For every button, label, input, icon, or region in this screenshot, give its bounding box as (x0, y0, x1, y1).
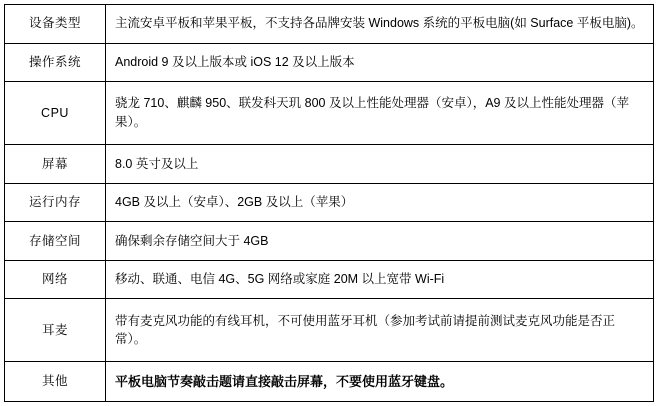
table-row (5, 183, 654, 222)
row-value: 确保剩余存储空间大于 4GB (106, 222, 654, 261)
table-row (5, 260, 654, 299)
row-value: 骁龙 710、麒麟 950、联发科天玑 800 及以上性能处理器（安卓），A9 及以上性能处理器（苹果）。 (106, 82, 654, 145)
row-label: 操作系统 (5, 43, 106, 82)
table-row (5, 362, 654, 402)
row-label: 存储空间 (5, 222, 106, 261)
row-value: 带有麦克风功能的有线耳机，不可使用蓝牙耳机（参加考试前请提前测试麦克风功能是否正常）。 (106, 299, 654, 362)
row-label: 网络 (5, 260, 106, 299)
row-label: 其他 (5, 362, 106, 402)
row-value: 平板电脑节奏敲击题请直接敲击屏幕，不要使用蓝牙键盘。 (106, 362, 654, 402)
row-value: Android 9 及以上版本或 iOS 12 及以上版本 (106, 43, 654, 82)
row-label: 屏幕 (5, 145, 106, 184)
row-label: 运行内存 (5, 183, 106, 222)
row-label: CPU (5, 82, 106, 145)
row-label: 耳麦 (5, 299, 106, 362)
table-row (5, 299, 654, 362)
table-row (5, 145, 654, 184)
row-label: 设备类型 (5, 5, 106, 44)
table-row (5, 82, 654, 145)
table-row (5, 43, 654, 82)
row-value: 4GB 及以上（安卓）、2GB 及以上（苹果） (106, 183, 654, 222)
row-value: 8.0 英寸及以上 (106, 145, 654, 184)
table-row (5, 5, 654, 44)
table-row (5, 222, 654, 261)
table-body (5, 5, 654, 402)
row-value: 主流安卓平板和苹果平板，不支持各品牌安装 Windows 系统的平板电脑(如 Surface 平板电脑)。 (106, 5, 654, 44)
device-requirements-table (4, 4, 654, 402)
row-value: 移动、联通、电信 4G、5G 网络或家庭 20M 以上宽带 Wi-Fi (106, 260, 654, 299)
